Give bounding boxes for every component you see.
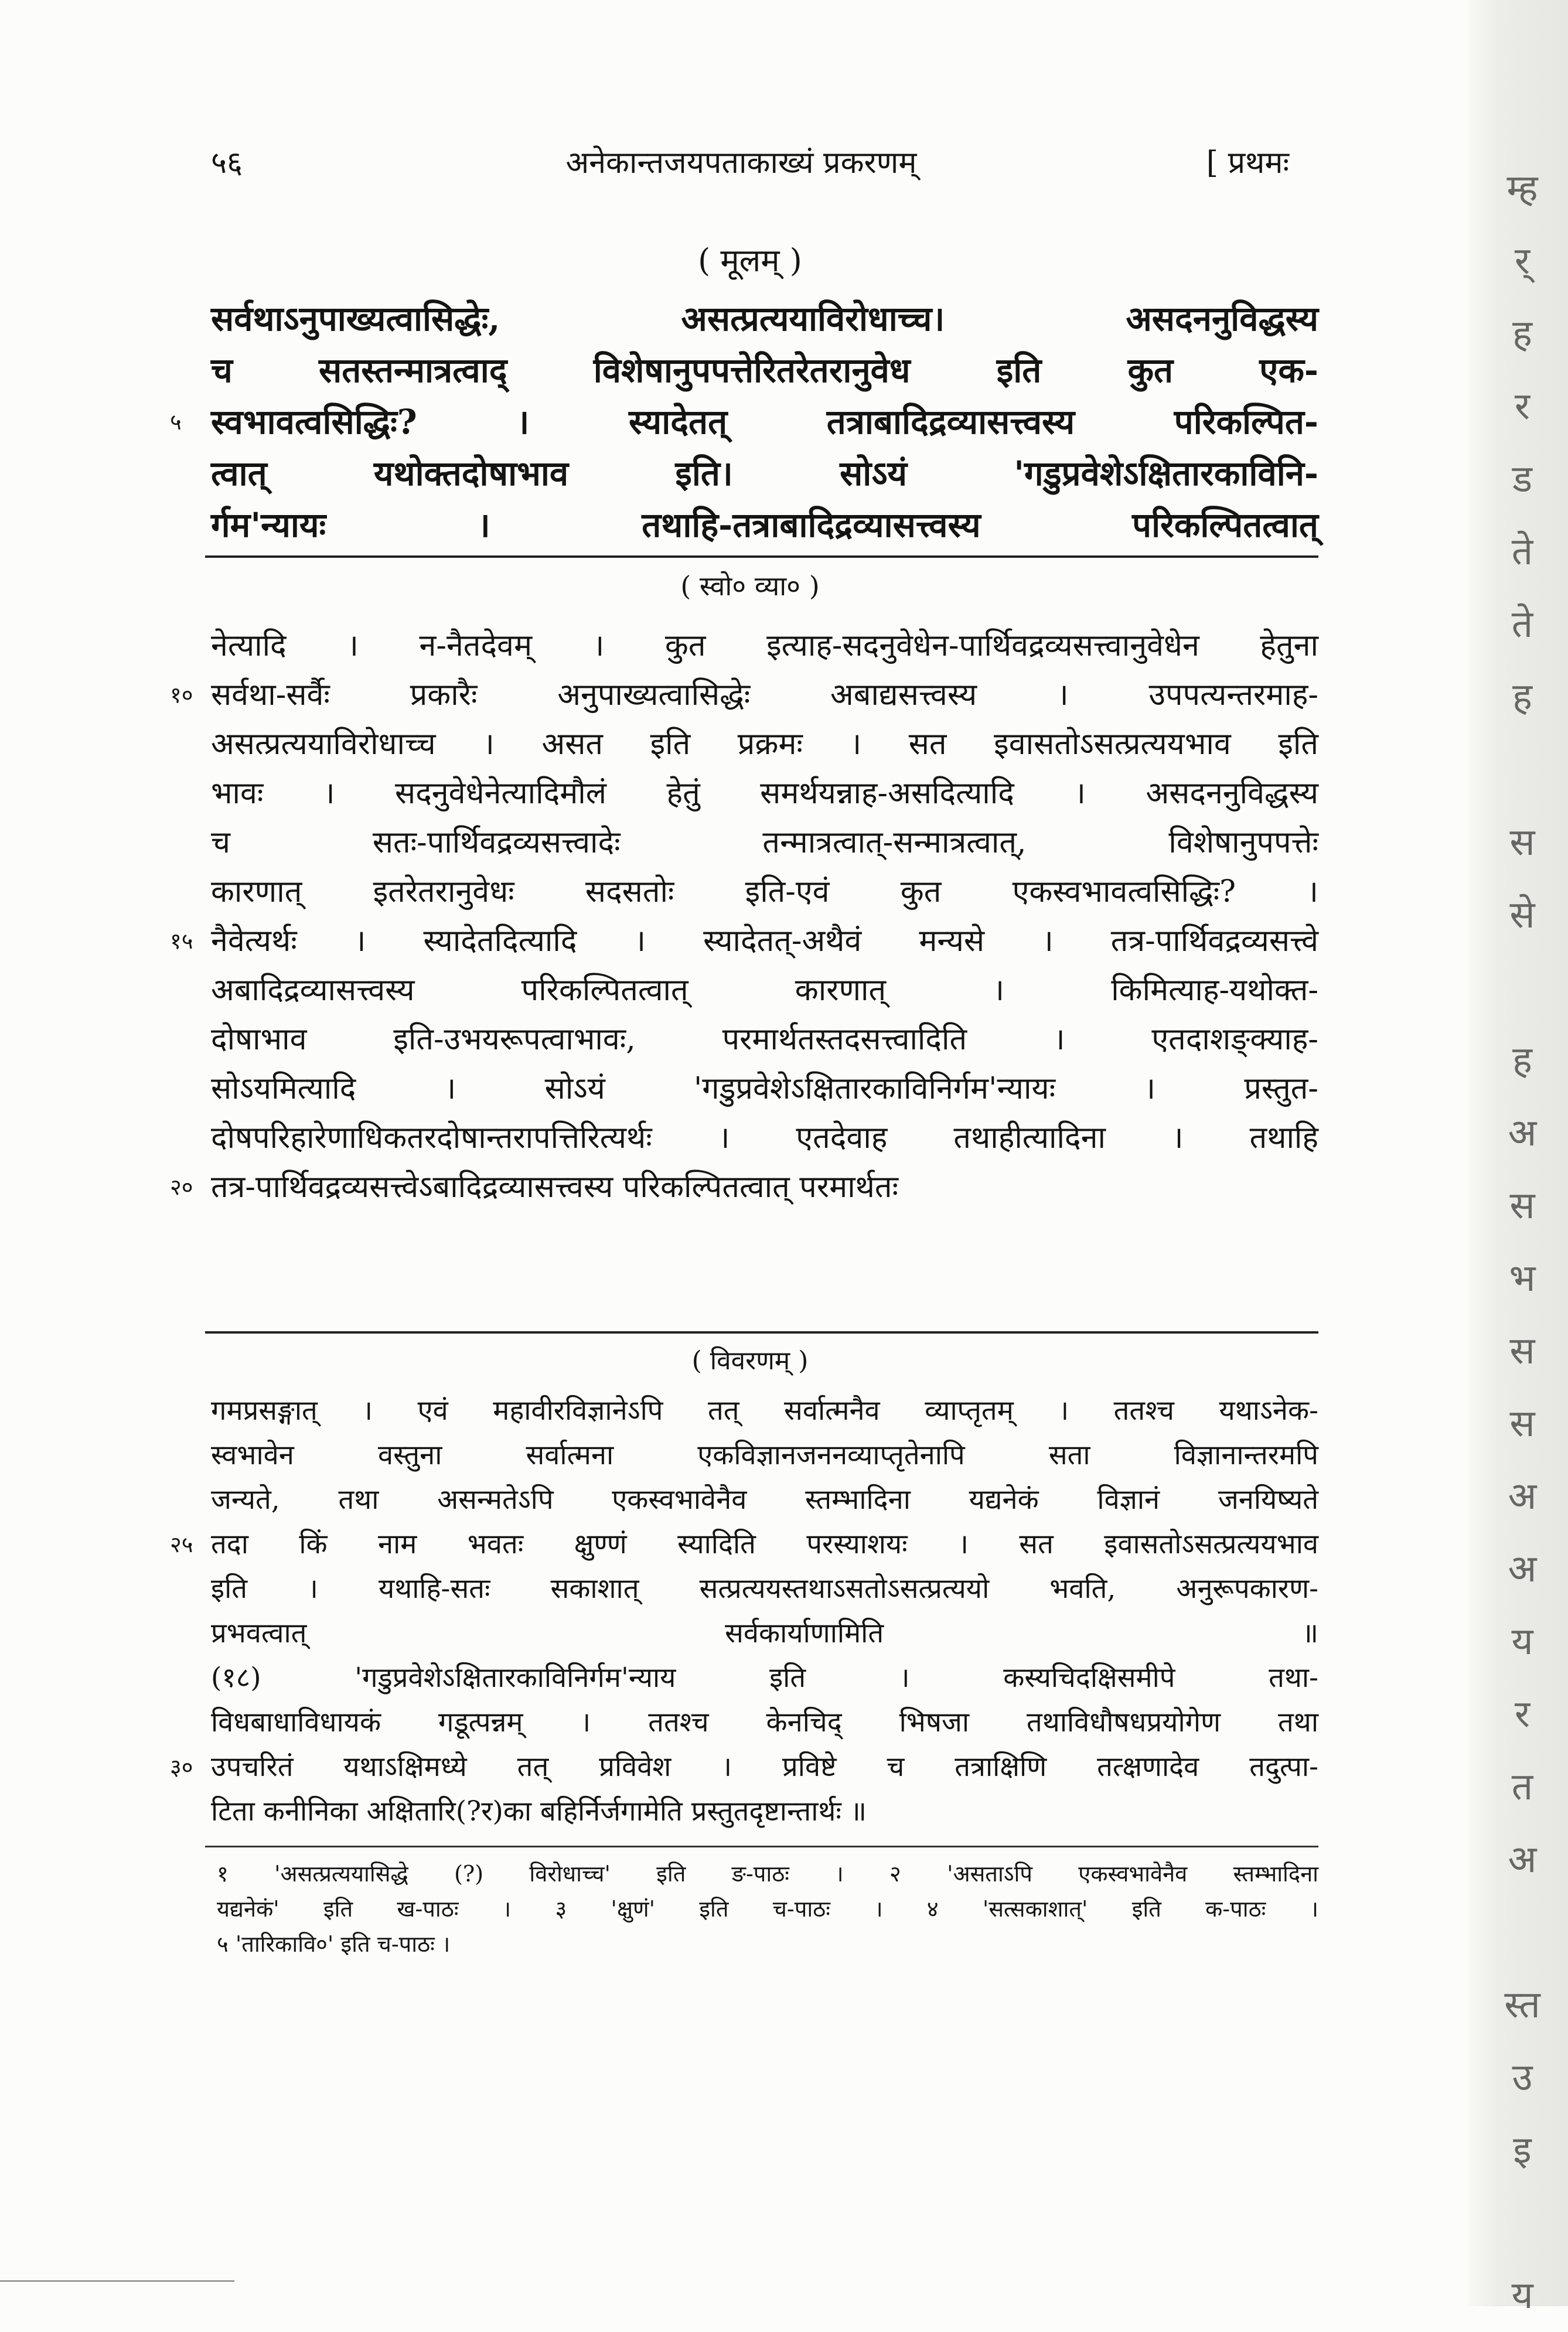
bleed-glyph: अ bbox=[1508, 1112, 1537, 1155]
footnotes bbox=[193, 1856, 1318, 1962]
line-text: सर्वथा-सर्वैः प्रकारैः अनुपाख्यत्वासिद्धेः अबाद्यसत्त्वस्य । उपपत्यन्तरमाह- bbox=[211, 677, 1318, 712]
text-line bbox=[193, 1064, 1318, 1113]
line-text: स्वभावत्वसिद्धिः? । स्यादेतत् तत्राबादिद्रव्यासत्त्वस्य परिकल्पित- bbox=[211, 402, 1318, 442]
line-text: यद्यनेकं' इति ख-पाठः । ३ 'क्षुणं' इति च-पाठः । ४ 'सत्सकाशात्' इति क-पाठः । bbox=[217, 1896, 1318, 1922]
line-text: च सतः-पार्थिवद्रव्यसत्त्वादेः तन्मात्रत्वात्-सन्मात्रत्वात्, विशेषानुपपत्तेः bbox=[211, 825, 1318, 860]
line-text: च सतस्तन्मात्रत्वाद् विशेषानुपपत्तेरितरेतरानुवेध इति कुत एक- bbox=[211, 350, 1318, 390]
text-line bbox=[193, 448, 1318, 499]
line-text: कारणात् इतरेतरानुवेधः सदसतोः इति-एवं कुत एकस्वभावत्वसिद्धिः? । bbox=[211, 874, 1318, 909]
text-line bbox=[193, 1789, 1318, 1834]
line-text: सर्वथाऽनुपाख्यत्वासिद्धेः, असत्प्रत्ययाविरोधाच्च। असदननुविद्धस्य bbox=[211, 299, 1318, 339]
bleed-glyph: त bbox=[1511, 1765, 1533, 1809]
text-line bbox=[170, 916, 1318, 966]
line-text: गमप्रसङ्गात् । एवं महावीरविज्ञानेऽपि तत् सर्वात्मनैव व्याप्तृतम् । ततश्च यथाऽनेक- bbox=[211, 1395, 1318, 1427]
footnote-divider bbox=[205, 1846, 1318, 1847]
text-line bbox=[193, 621, 1318, 670]
chapter-label: [ प्रथमः bbox=[1206, 145, 1289, 180]
text-line bbox=[193, 1433, 1318, 1478]
text-line bbox=[170, 670, 1318, 720]
mool-text bbox=[170, 293, 1318, 551]
line-text: विधबाधाविधायकं गडूत्पन्नम् । ततश्च केनचिद् भिषजा तथाविधौषधप्रयोगेण तथा bbox=[211, 1706, 1318, 1738]
bleed-glyph bbox=[1481, 952, 1563, 1024]
line-text: (१८) 'गडुप्रवेशेऽक्षितारकाविनिर्गम'न्याय इति । कस्यचिदक्षिसमीपे तथा- bbox=[211, 1662, 1318, 1694]
text-line bbox=[193, 1891, 1318, 1927]
text-line bbox=[193, 966, 1318, 1015]
bleed-glyph: ह bbox=[1512, 676, 1532, 719]
line-text: उपचरितं यथाऽक्षिमध्ये तत् प्रविवेश । प्रविष्टे च तत्राक्षिणि तत्क्षणादेव तदुत्पा- bbox=[211, 1751, 1318, 1783]
bleed-glyph bbox=[1481, 2187, 1563, 2259]
text-line bbox=[193, 1567, 1318, 1611]
text-line bbox=[193, 1389, 1318, 1433]
bleed-glyph: म्ह bbox=[1506, 167, 1538, 210]
line-number: १५ bbox=[170, 928, 193, 954]
text-line bbox=[193, 1478, 1318, 1522]
bleed-glyph: भ bbox=[1509, 1257, 1536, 1300]
bleed-glyph: स bbox=[1509, 1329, 1535, 1373]
line-text: दोषपरिहारेणाधिकतरदोषान्तरापत्तिरित्यर्थः । एतदेवाह तथाहीत्यादिना । तथाहि bbox=[211, 1120, 1318, 1155]
vyakhya-text bbox=[170, 621, 1318, 1212]
text-line bbox=[193, 720, 1318, 769]
vyakhya-divider bbox=[205, 1331, 1318, 1334]
text-line bbox=[193, 1015, 1318, 1064]
text-line bbox=[193, 1656, 1318, 1700]
adjacent-page-text-bleed bbox=[1481, 152, 1563, 2332]
text-line bbox=[193, 1700, 1318, 1745]
text-line bbox=[193, 1927, 1318, 1962]
vyakhya-heading: ( स्वो० व्या० ) bbox=[680, 570, 820, 602]
text-line bbox=[170, 396, 1318, 448]
bleed-glyph: ते bbox=[1511, 530, 1533, 574]
line-number: १० bbox=[170, 682, 193, 708]
text-line bbox=[193, 818, 1318, 867]
bleed-glyph: अ bbox=[1508, 1475, 1537, 1518]
text-line bbox=[170, 1522, 1318, 1567]
line-number: ३० bbox=[170, 1754, 193, 1780]
bleed-glyph: स bbox=[1509, 1184, 1535, 1228]
bleed-glyph: स bbox=[1509, 821, 1535, 864]
bleed-glyph: ते bbox=[1511, 603, 1533, 646]
bleed-glyph: अ bbox=[1508, 1838, 1537, 1881]
line-text: इति । यथाहि-सतः सकाशात् सत्प्रत्ययस्तथाऽसतोऽसत्प्रत्ययो भवति, अनुरूपकारण- bbox=[211, 1573, 1318, 1605]
text-line bbox=[193, 769, 1318, 818]
bleed-glyph: य bbox=[1511, 1620, 1533, 1663]
bleed-glyph: स्त bbox=[1504, 1983, 1540, 2027]
bleed-glyph: उ bbox=[1512, 2056, 1533, 2099]
line-text: १ 'असत्प्रत्ययासिद्धे (?) विरोधाच्च' इति ङ-पाठः । २ 'असताऽपि एकस्वभावेनैव स्तम्भादिना bbox=[217, 1861, 1318, 1887]
line-text: प्रभवत्वात् सर्वकार्याणामिति ॥ bbox=[211, 1617, 1318, 1649]
bleed-glyph: र bbox=[1514, 1693, 1530, 1736]
line-number: २५ bbox=[170, 1532, 193, 1557]
bleed-glyph: र bbox=[1514, 385, 1530, 428]
mool-divider bbox=[205, 555, 1318, 558]
text-line bbox=[193, 867, 1318, 916]
running-title: अनेकान्तजयपताकाख्यं प्रकरणम् bbox=[565, 145, 917, 180]
line-text: त्वात् यथोक्तदोषाभाव इति। सोऽयं 'गडुप्रवेशेऽक्षितारकाविनि- bbox=[211, 454, 1318, 493]
bottom-edge-line bbox=[0, 2280, 234, 2282]
mool-heading: ( मूलम् ) bbox=[698, 242, 802, 279]
text-line bbox=[193, 1856, 1318, 1891]
line-text: नैवेत्यर्थः । स्यादेतदित्यादि । स्यादेतत्-अथैवं मन्यसे । तत्र-पार्थिवद्रव्यसत्त्वे bbox=[211, 923, 1318, 959]
line-text: असत्प्रत्ययाविरोधाच्च । असत इति प्रक्रमः । सत इवासतोऽसत्प्रत्ययभाव इति bbox=[211, 727, 1318, 762]
text-line bbox=[193, 293, 1318, 345]
page-number: ५६ bbox=[211, 145, 243, 180]
bleed-glyph: से bbox=[1509, 894, 1535, 937]
line-text: दोषाभाव इति-उभयरूपत्वाभावः, परमार्थतस्तदसत्त्वादिति । एतदाशङ्क्याह- bbox=[211, 1022, 1318, 1057]
line-text: अबादिद्रव्यासत्त्वस्य परिकल्पितत्वात् कारणात् । किमित्याह-यथोक्त- bbox=[211, 973, 1318, 1008]
line-number: २० bbox=[170, 1174, 193, 1200]
line-text: भावः । सदनुवेधेनेत्यादिमौलं हेतुं समर्थयन्नाह-असदित्यादि । असदननुविद्धस्य bbox=[211, 776, 1318, 811]
text-line bbox=[170, 1162, 1318, 1212]
line-text: ५ 'तारिकावि०' इति च-पाठः । bbox=[217, 1931, 451, 1957]
line-text: तत्र-पार्थिवद्रव्यसत्त्वेऽबादिद्रव्यासत्त्वस्य परिकल्पितत्वात् परमार्थतः bbox=[211, 1170, 899, 1205]
text-line bbox=[193, 499, 1318, 551]
line-text: स्वभावेन वस्तुना सर्वात्मना एकविज्ञानजननव्याप्तृतेनापि सता विज्ञानान्तरमपि bbox=[211, 1439, 1318, 1471]
line-text: जन्यते, तथा असन्मतेऽपि एकस्वभावेनैव स्तम्भादिना यद्यनेकं विज्ञानं जनयिष्यते bbox=[211, 1484, 1318, 1516]
bleed-glyph: इ bbox=[1513, 2129, 1532, 2172]
bleed-glyph: ह bbox=[1512, 1039, 1532, 1082]
bleed-glyph: ड bbox=[1512, 458, 1533, 501]
vivaran-text bbox=[170, 1389, 1318, 1834]
line-number: ५ bbox=[170, 409, 182, 435]
bleed-glyph bbox=[1481, 1896, 1563, 1969]
bleed-glyph bbox=[1481, 734, 1563, 806]
text-line bbox=[193, 345, 1318, 396]
line-text: तदा किं नाम भवतः क्षुण्णं स्यादिति परस्याशयः । सत इवासतोऽसत्प्रत्ययभाव bbox=[211, 1528, 1318, 1560]
bleed-glyph: अ bbox=[1508, 1547, 1537, 1591]
bleed-glyph: र् bbox=[1514, 240, 1530, 283]
page-header bbox=[193, 141, 1289, 193]
bleed-glyph: य bbox=[1511, 2274, 1533, 2317]
vivaran-heading: ( विवरणम् ) bbox=[691, 1346, 809, 1376]
text-line bbox=[170, 1745, 1318, 1789]
text-line bbox=[193, 1611, 1318, 1656]
line-text: नेत्यादि । न-नैतदेवम् । कुत इत्याह-सदनुवेधेन-पार्थिवद्रव्यसत्त्वानुवेधेन हेतुना bbox=[211, 628, 1318, 663]
line-text: सोऽयमित्यादि । सोऽयं 'गडुप्रवेशेऽक्षितारकाविनिर्गम'न्यायः । प्रस्तुत- bbox=[211, 1071, 1318, 1106]
bleed-glyph: ह bbox=[1512, 312, 1532, 356]
bleed-glyph: स bbox=[1509, 1402, 1535, 1445]
line-text: टिता कनीनिका अक्षितारि(?र)का बहिर्निर्जगामेति प्रस्तुतदृष्टान्तार्थः ॥ bbox=[211, 1795, 867, 1828]
text-line bbox=[193, 1113, 1318, 1162]
line-text: र्गम'न्यायः । तथाहि-तत्राबादिद्रव्यासत्त्वस्य परिकल्पितत्वात् bbox=[211, 505, 1318, 545]
